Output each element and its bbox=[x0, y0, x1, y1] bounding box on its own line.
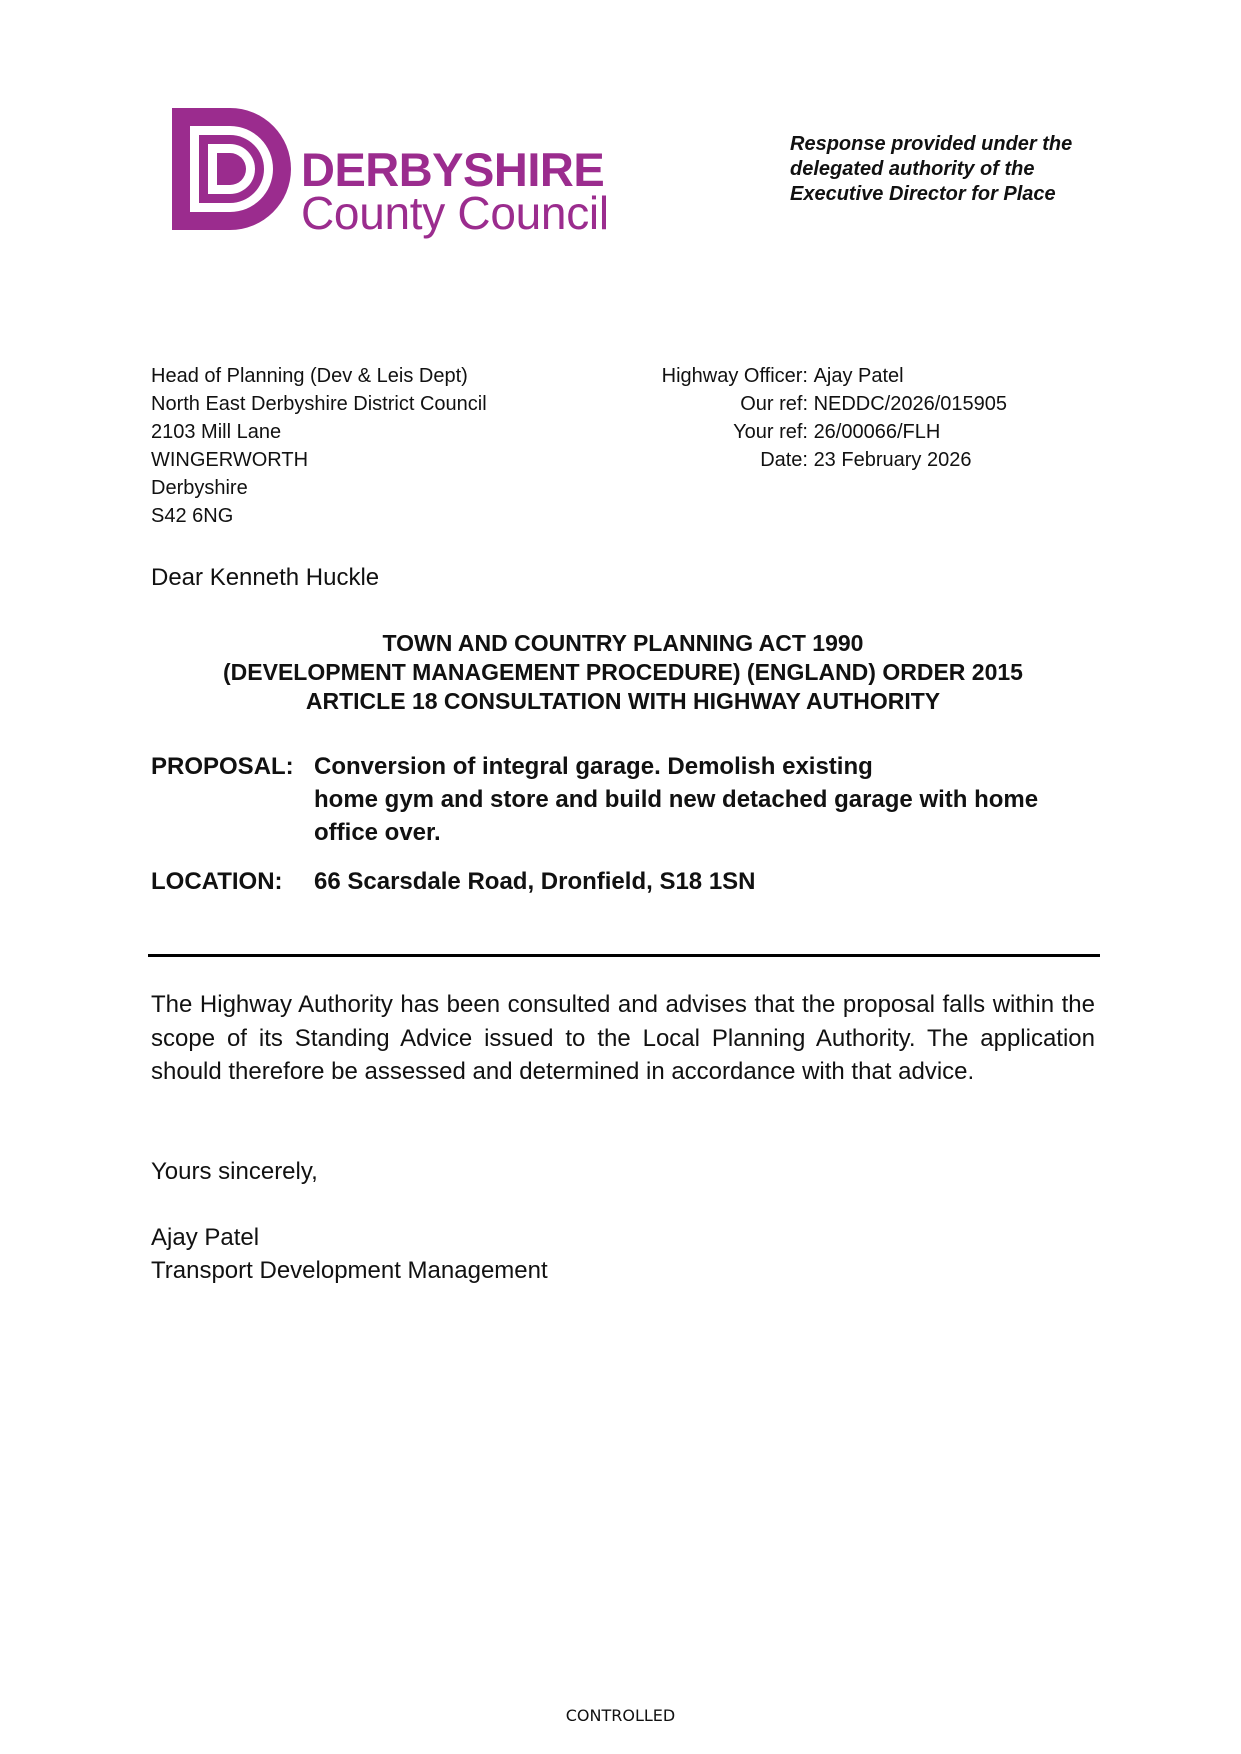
body-paragraph: The Highway Authority has been consulted and advises that the proposal falls within the scope of its Standing Advice issued to the Local Planning Authority. The application should therefore be assessed and determined in accordance with that advice. bbox=[151, 991, 1095, 1085]
our-ref-value: NEDDC/2026/015905 bbox=[813, 393, 1008, 415]
derbyshire-d-logo-icon bbox=[172, 108, 296, 230]
date-value: 23 February 2026 bbox=[813, 449, 972, 471]
address-line: Head of Planning (Dev & Leis Dept) bbox=[151, 365, 468, 387]
location-value: 66 Scarsdale Road, Dronfield, S18 1SN bbox=[314, 868, 756, 895]
your-ref-label: Your ref: bbox=[733, 421, 808, 443]
salutation: Dear Kenneth Huckle bbox=[151, 564, 380, 591]
your-ref-row bbox=[640, 418, 1040, 446]
act-heading-line: TOWN AND COUNTRY PLANNING ACT 1990 bbox=[382, 630, 864, 656]
our-ref-row bbox=[640, 390, 1040, 418]
logo-name-line1: DERBYSHIRE bbox=[301, 143, 605, 196]
address-line: S42 6NG bbox=[151, 505, 234, 527]
authority-line: Response provided under the bbox=[790, 133, 1073, 155]
council-logo bbox=[172, 108, 632, 238]
highway-officer-value: Ajay Patel bbox=[813, 365, 904, 387]
proposal-line: Conversion of integral garage. Demolish existing bbox=[314, 753, 873, 780]
highway-officer-row bbox=[640, 362, 1040, 390]
authority-line: Executive Director for Place bbox=[790, 183, 1056, 205]
proposal-label: PROPOSAL: bbox=[151, 753, 294, 780]
act-heading bbox=[151, 629, 1095, 716]
reference-block bbox=[640, 362, 1040, 474]
signature-block bbox=[151, 1221, 548, 1287]
delegated-authority-note bbox=[790, 132, 1110, 207]
signer-department: Transport Development Management bbox=[151, 1257, 548, 1284]
act-heading-line: ARTICLE 18 CONSULTATION WITH HIGHWAY AUTHORITY bbox=[305, 688, 941, 714]
signoff: Yours sincerely, bbox=[151, 1158, 318, 1185]
logo-name-line2: County Council bbox=[301, 187, 609, 239]
your-ref-value: 26/00066/FLH bbox=[813, 421, 941, 443]
date-row bbox=[640, 446, 1040, 474]
date-label: Date: bbox=[760, 449, 808, 471]
address-line: WINGERWORTH bbox=[151, 449, 309, 471]
classification-footer: CONTROLLED bbox=[565, 1706, 676, 1725]
highway-officer-label: Highway Officer: bbox=[661, 365, 808, 387]
recipient-address bbox=[151, 362, 487, 530]
proposal-line: home gym and store and build new detached garage with home bbox=[314, 786, 1039, 813]
address-line: Derbyshire bbox=[151, 477, 248, 499]
address-line: 2103 Mill Lane bbox=[151, 421, 282, 443]
proposal-line: office over. bbox=[314, 819, 441, 846]
authority-line: delegated authority of the bbox=[790, 158, 1035, 180]
location-label: LOCATION: bbox=[151, 868, 283, 895]
section-divider bbox=[148, 954, 1100, 957]
signer-name: Ajay Patel bbox=[151, 1224, 260, 1251]
our-ref-label: Our ref: bbox=[740, 393, 808, 415]
address-line: North East Derbyshire District Council bbox=[151, 393, 487, 415]
proposal-text bbox=[314, 750, 1104, 849]
act-heading-line: (DEVELOPMENT MANAGEMENT PROCEDURE) (ENGLAND) ORDER 2015 bbox=[223, 659, 1023, 685]
